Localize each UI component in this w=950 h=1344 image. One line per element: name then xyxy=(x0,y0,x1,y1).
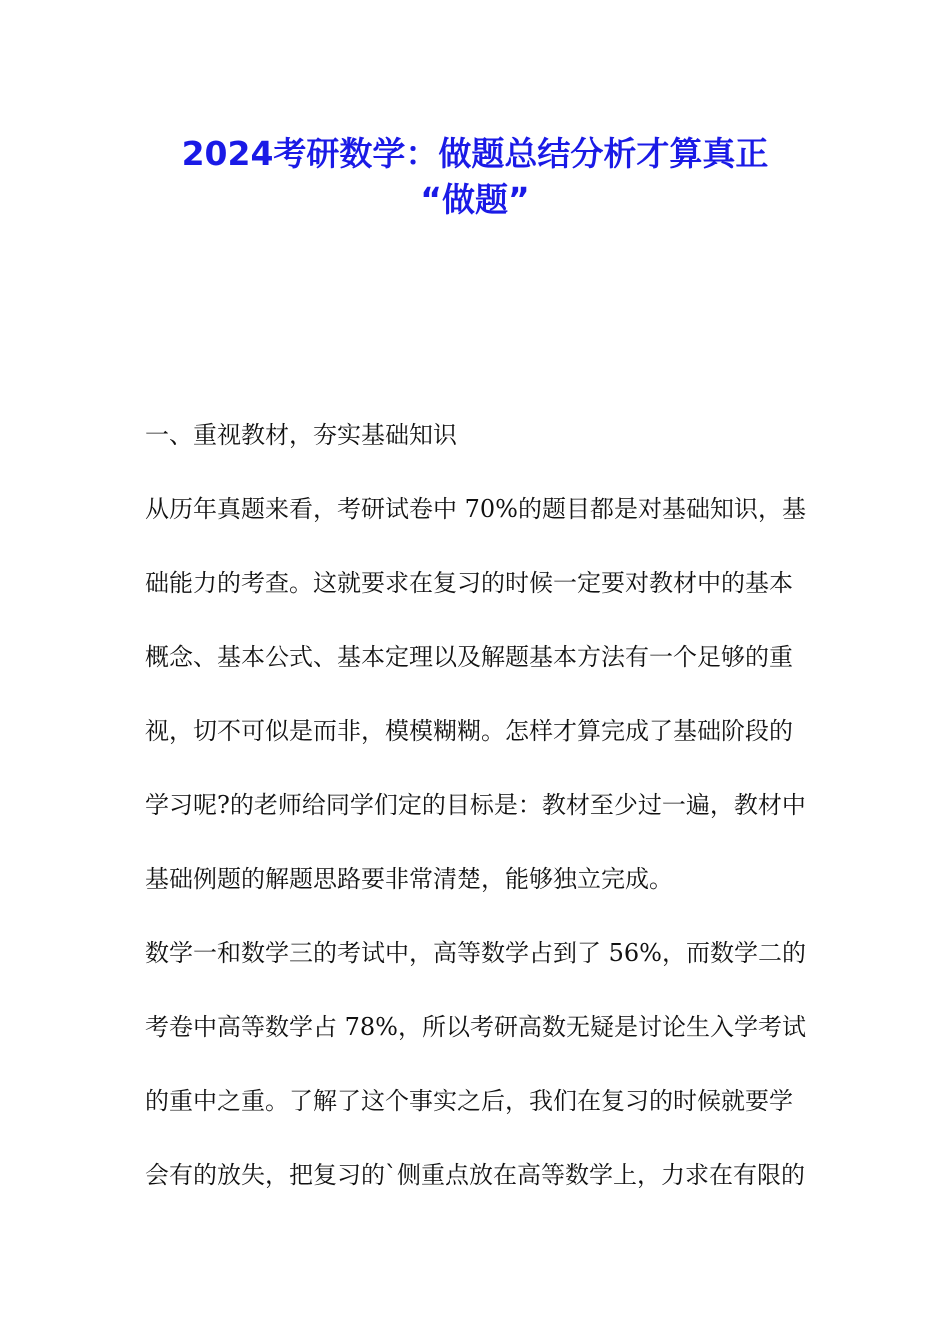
paragraph-line: 数学一和数学三的考试中，高等数学占到了 56%，而数学二的 xyxy=(145,939,806,967)
paragraph-line: 会有的放失，把复习的`侧重点放在高等数学上，力求在有限的 xyxy=(145,1161,805,1189)
paragraph-line: 学习呢?的老师给同学们定的目标是：教材至少过一遍，教材中 xyxy=(145,791,806,819)
section-heading xyxy=(145,398,807,472)
paragraph-line: 视，切不可似是而非，模模糊糊。怎样才算完成了基础阶段的 xyxy=(145,717,793,745)
paragraph-2 xyxy=(145,916,807,1212)
paragraph-line: 考卷中高等数学占 78%，所以考研高数无疑是讨论生入学考试 xyxy=(145,1013,806,1041)
paragraph-line: 从历年真题来看，考研试卷中 70%的题目都是对基础知识，基 xyxy=(145,495,806,523)
document-title-line-2: “做题” xyxy=(420,180,530,219)
paragraph-1 xyxy=(145,472,807,916)
paragraph-line: 概念、基本公式、基本定理以及解题基本方法有一个足够的重 xyxy=(145,643,793,671)
paragraph-line: 的重中之重。了解了这个事实之后，我们在复习的时候就要学 xyxy=(145,1087,793,1115)
paragraph-line: 础能力的考查。这就要求在复习的时候一定要对教材中的基本 xyxy=(145,569,793,597)
section-heading-text: 一、重视教材，夯实基础知识 xyxy=(145,421,457,449)
paragraph-line: 基础例题的解题思路要非常清楚，能够独立完成。 xyxy=(145,865,673,893)
document-title-line-1: 2024考研数学：做题总结分析才算真正 xyxy=(181,134,769,173)
